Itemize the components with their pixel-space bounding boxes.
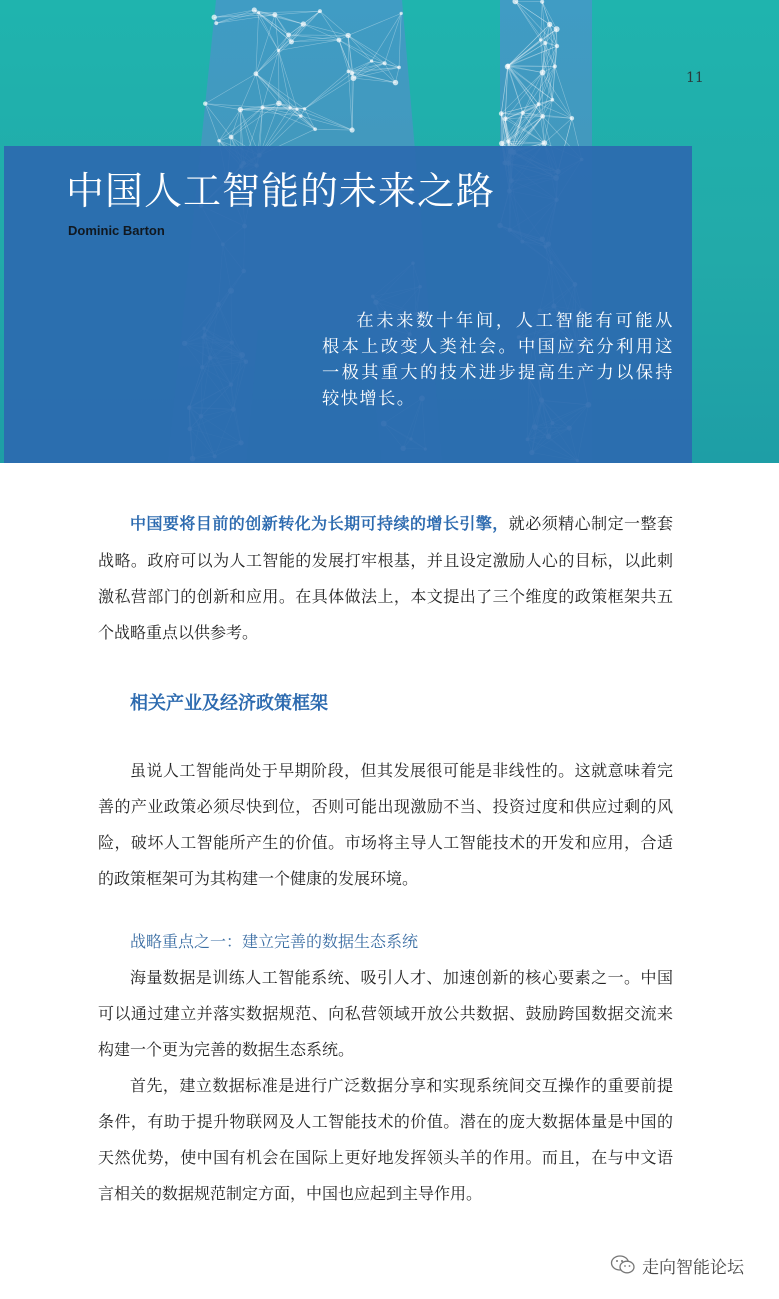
intro-text: 就必须精心制定一整套战略。政府可以为人工智能的发展打牢根基，并且设定激励人心的目标，以此刺激私营部门的创新和应用。在具体做法上，本文提出了三个维度的政策框架共五个战略重点以供参考。 <box>98 514 673 642</box>
section-paragraph: 虽说人工智能尚处于早期阶段，但其发展很可能是非线性的。这就意味着完善的产业政策必须尽快到位，否则可能出现激励不当、投资过度和供应过剩的风险，破坏人工智能所产生的价值。市场将主导人工智能技术的开发和应用，合适的政策框架可为其构建一个健康的发展环境。 <box>98 761 673 888</box>
article-title: 中国人工智能的未来之路 <box>66 169 496 213</box>
sub-heading: 战略重点之一：建立完善的数据生态系统 <box>130 932 419 951</box>
intro-paragraph <box>98 506 673 651</box>
header-banner <box>0 0 779 463</box>
wechat-icon <box>610 1254 636 1276</box>
intro-highlight: 中国要将目前的创新转化为长期可持续的增长引擎， <box>130 516 509 533</box>
page-number: 11 <box>686 70 704 86</box>
data-ecosystem-paragraph: 海量数据是训练人工智能系统、吸引人才、加速创新的核心要素之一。中国可以通过建立并落实数据规范、向私营领域开放公共数据、鼓励跨国数据交流来构建一个更为完善的数据生态系统。 <box>98 968 673 1059</box>
section-heading: 相关产业及经济政策框架 <box>130 693 328 713</box>
lead-paragraph: 在未来数十年间，人工智能有可能从根本上改变人类社会。中国应充分利用这一极其重大的技术进步提高生产力以保持较快增长。 <box>322 311 674 409</box>
author-name: Dominic Barton <box>68 223 165 238</box>
wechat-watermark <box>610 1252 744 1278</box>
data-standards-paragraph: 首先，建立数据标准是进行广泛数据分享和实现系统间交互操作的重要前提条件，有助于提升物联网及人工智能技术的价值。潜在的庞大数据体量是中国的天然优势，使中国有机会在国际上更好地发挥领头羊的作用。而且，在与中文语言相关的数据规范制定方面，中国也应起到主导作用。 <box>98 1076 673 1203</box>
watermark-text: 走向智能论坛 <box>642 1257 744 1278</box>
